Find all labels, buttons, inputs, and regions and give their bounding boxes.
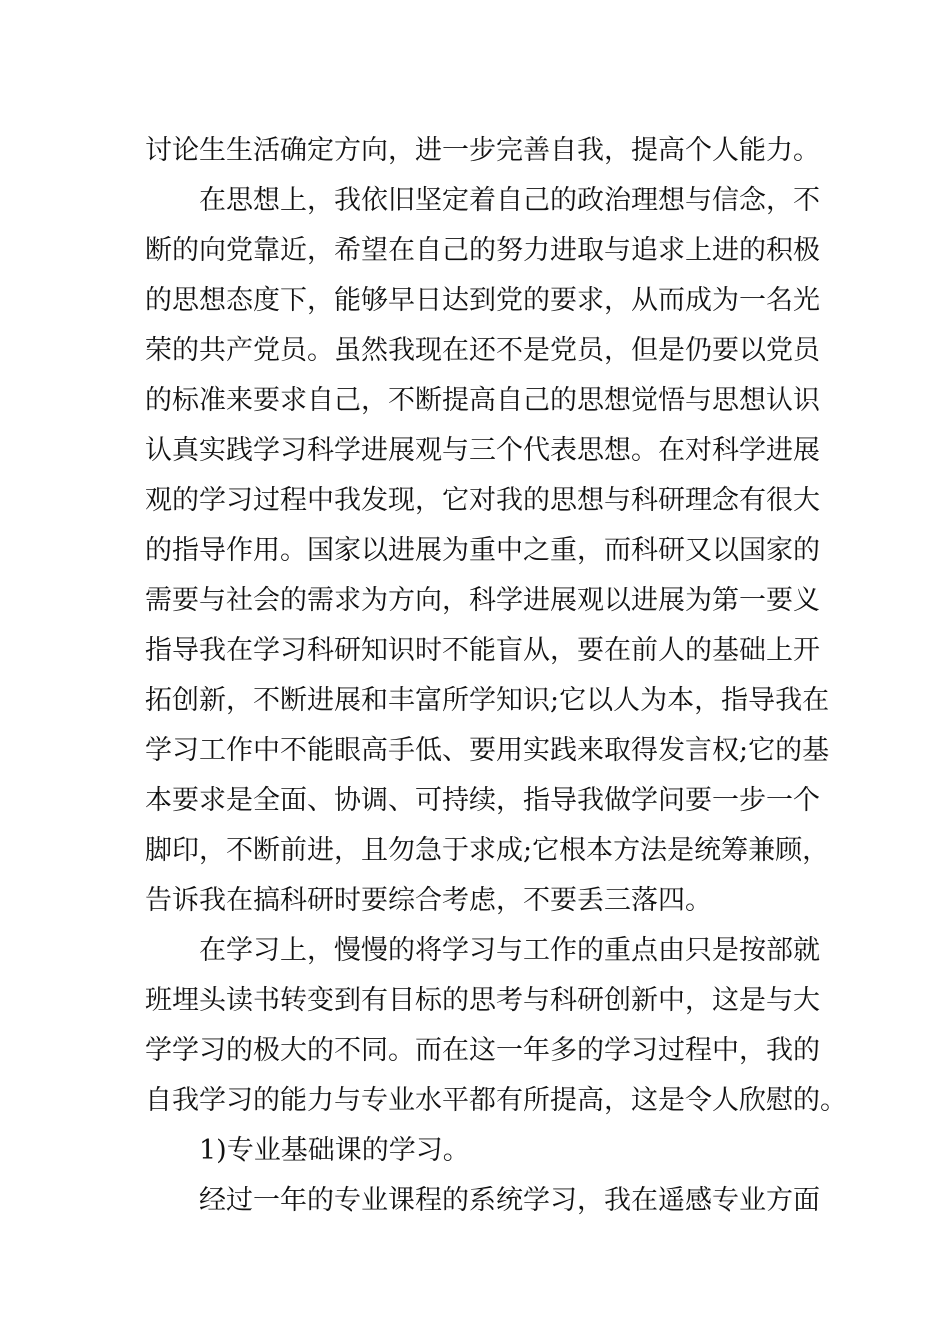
text-line: 断的向党靠近，希望在自己的努力进取与追求上进的积极: [145, 235, 820, 266]
text-line: 学学习的极大的不同。而在这一年多的学习过程中，我的: [145, 1035, 820, 1066]
text-line: 本要求是全面、协调、可持续，指导我做学问要一步一个: [145, 785, 820, 816]
text-line: 需要与社会的需求为方向，科学进展观以进展为第一要义: [145, 585, 820, 616]
text-line: 的指导作用。国家以进展为重中之重，而科研又以国家的: [145, 535, 820, 566]
text-line: 的标准来要求自己，不断提高自己的思想觉悟与思想认识: [145, 385, 820, 416]
text-line: 拓创新，不断进展和丰富所学知识;它以人为本，指导我在: [145, 685, 830, 716]
text-line: 认真实践学习科学进展观与三个代表思想。在对科学进展: [145, 435, 820, 466]
text-line: 的思想态度下，能够早日达到党的要求，从而成为一名光: [145, 285, 820, 316]
paragraph-first-line: 在学习上，慢慢的将学习与工作的重点由只是按部就: [199, 935, 820, 966]
text-line: 学习工作中不能眼高手低、要用实践来取得发言权;它的基: [145, 735, 830, 766]
text-line: 脚印，不断前进，且勿急于求成;它根本方法是统筹兼顾，: [145, 835, 830, 866]
text-line: 班埋头读书转变到有目标的思考与科研创新中，这是与大: [145, 985, 820, 1016]
paragraph-first-line: 经过一年的专业课程的系统学习，我在遥感专业方面: [199, 1185, 820, 1216]
paragraph-first-line: 在思想上，我依旧坚定着自己的政治理想与信念，不: [199, 185, 820, 216]
text-line: 荣的共产党员。虽然我现在还不是党员，但是仍要以党员: [145, 335, 820, 366]
section-heading: 1)专业基础课的学习。: [199, 1135, 470, 1166]
text-line: 告诉我在搞科研时要综合考虑，不要丢三落四。: [145, 885, 712, 916]
text-line: 自我学习的能力与专业水平都有所提高，这是令人欣慰的。: [145, 1085, 847, 1116]
text-line: 观的学习过程中我发现，它对我的思想与科研理念有很大: [145, 485, 820, 516]
text-line: 讨论生生活确定方向，进一步完善自我，提高个人能力。: [145, 135, 820, 166]
text-line: 指导我在学习科研知识时不能盲从，要在前人的基础上开: [145, 635, 820, 666]
